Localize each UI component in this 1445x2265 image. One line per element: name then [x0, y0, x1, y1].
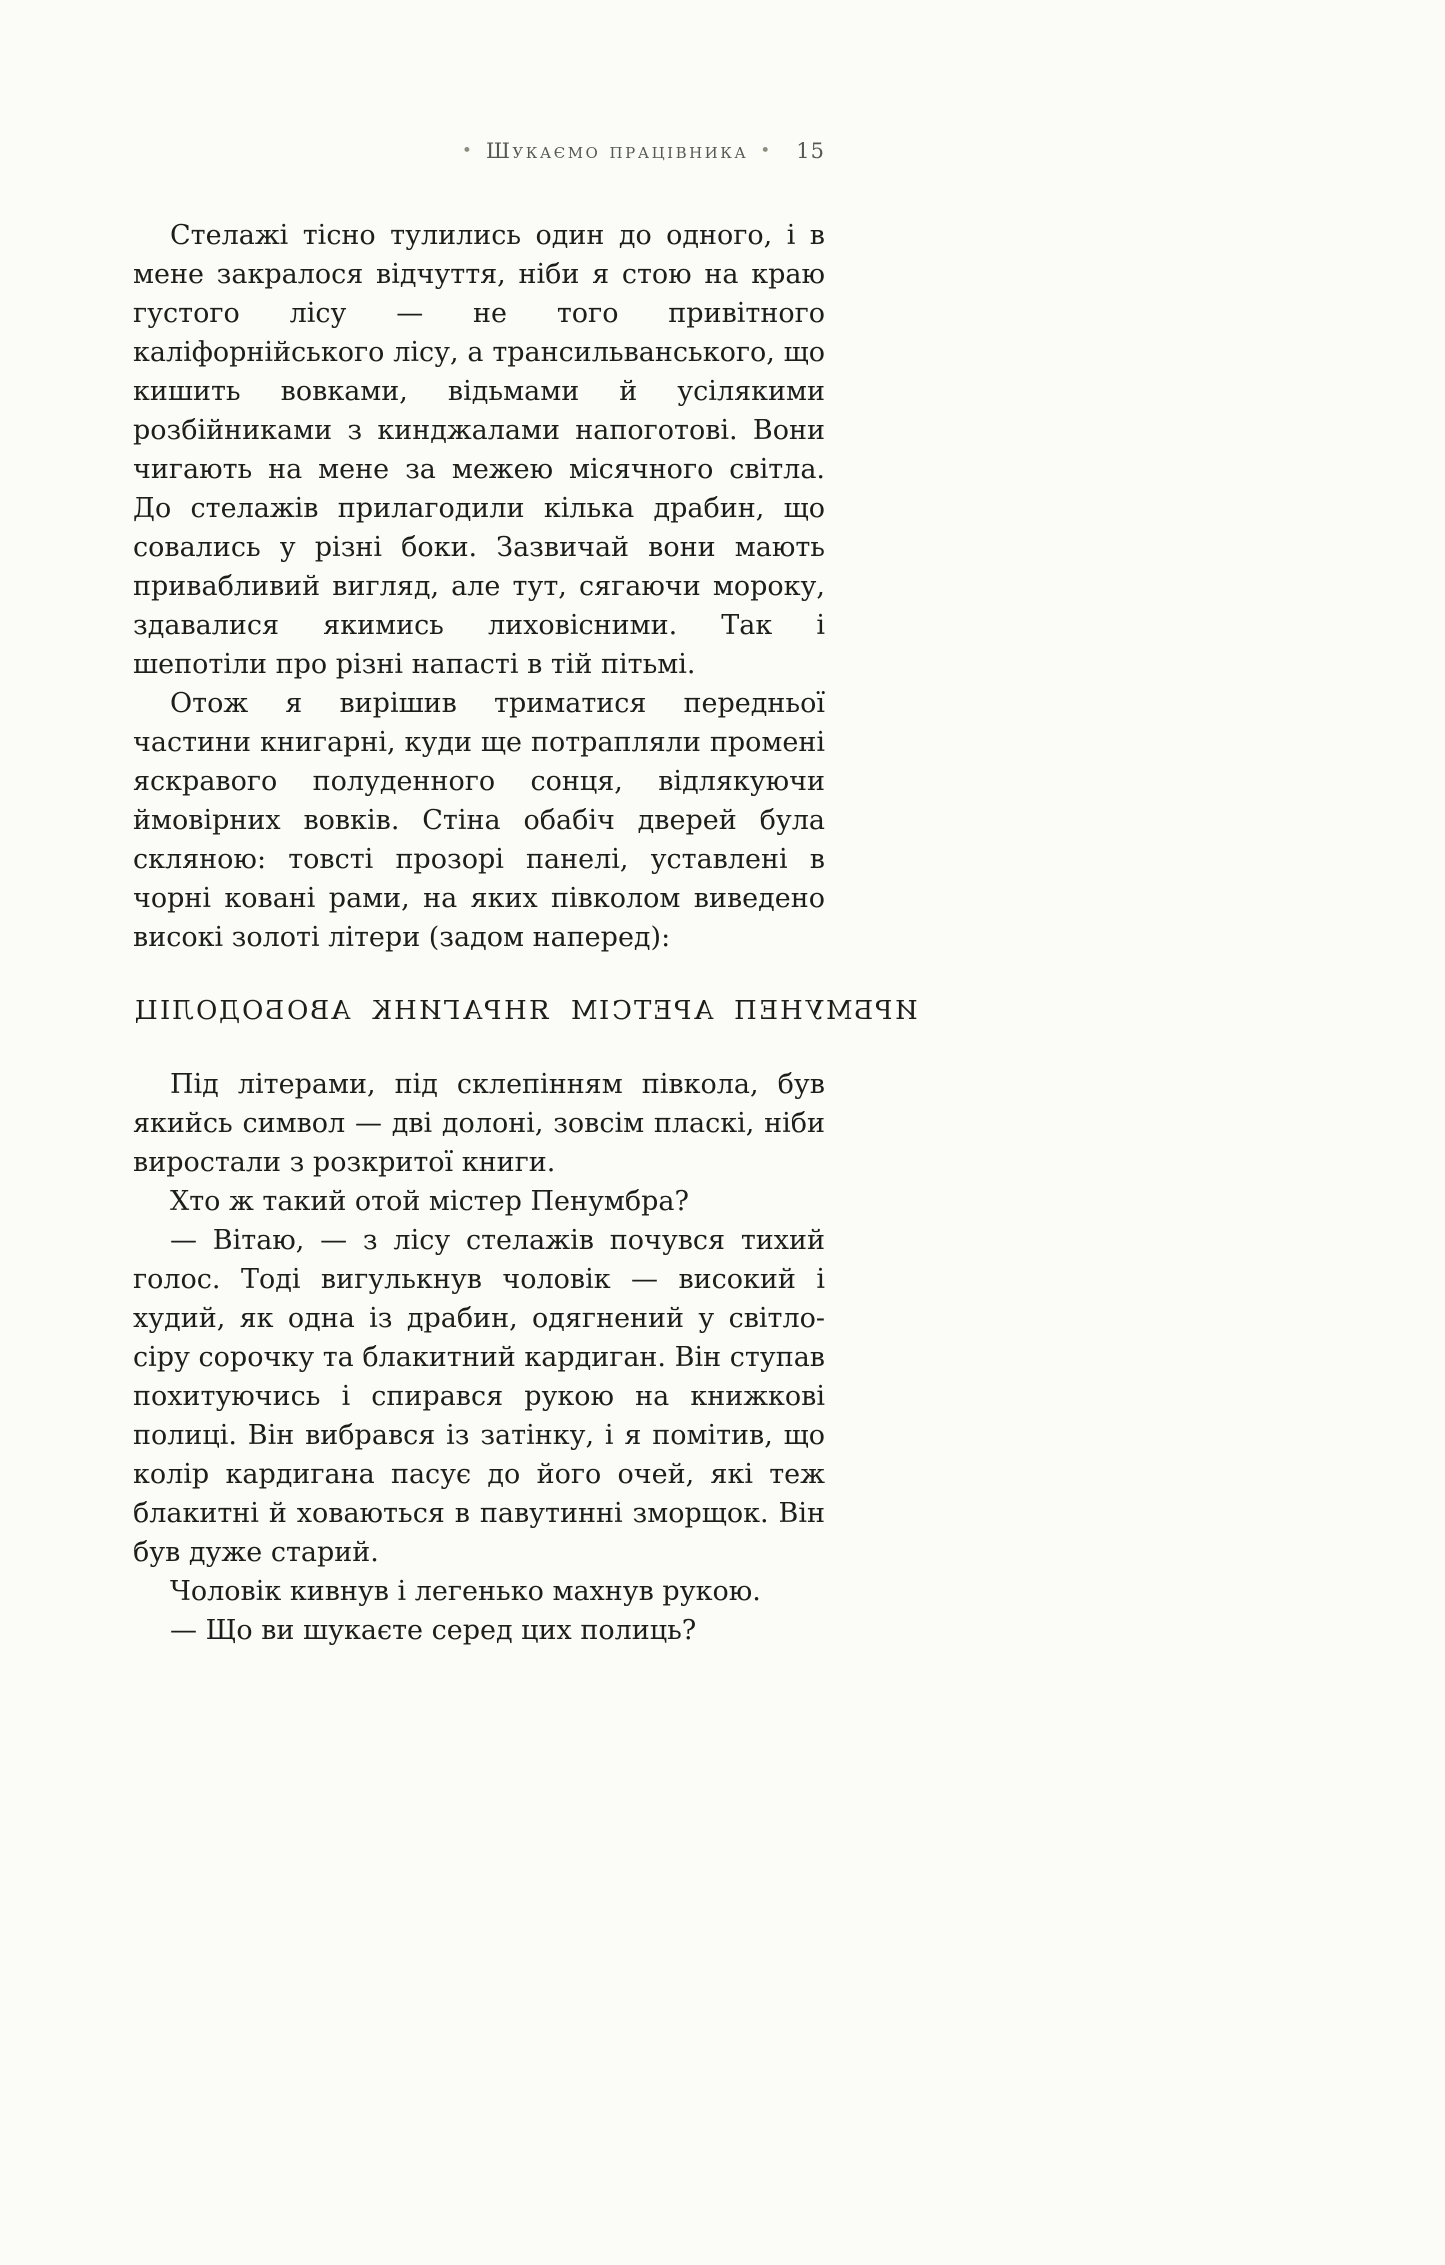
mirrored-sign-text: ЦІЛОДОБОВА КНИГАРНЯ МІСТЕРА ПЕНУМБРИ: [133, 996, 918, 1026]
text-block: [133, 216, 918, 1650]
paragraph: — Що ви шукаєте серед цих полиць?: [170, 1615, 697, 1646]
paragraph: Отож я вирішив триматися передньої частини книгарні, куди ще потрапляли промені яскравого полуденного сонця, відлякуючи ймовірних вовків. Стіна обабіч дверей була скляною: товсті прозорі панелі, уставлені в чорні ковані рами, на яких півколом виведено високі золоті літери (задом наперед):: [133, 688, 825, 953]
storefront-sign-line: [133, 991, 918, 1031]
paragraph: Під літерами, під склепінням півкола, був якийсь символ — дві долоні, зовсім пласкі, ніби виростали з розкритої книги.: [133, 1069, 825, 1178]
page-number: 15: [796, 139, 825, 163]
paragraph: Хто ж такий отой містер Пенумбра?: [170, 1186, 689, 1217]
running-head: [133, 138, 825, 164]
paragraph: — Вітаю, — з лісу стелажів почувся тихий голос. Тоді вигулькнув чоловік — високий і худий, як одна із драбин, одягнений у світло-сіру сорочку та блакитний кардиган. Він ступав похитуючись і спирався рукою на книжкові полиці. Він вибрався із затінку, і я помітив, що колір кардигана пасує до його очей, які теж блакитні й ховаються в павутинні зморщок. Він був дуже старий.: [133, 1225, 825, 1568]
running-head-title: Шукаємо працівника: [485, 139, 749, 163]
paragraph: Стелажі тісно тулились один до одного, і в мене закралося відчуття, ніби я стою на краю густого лісу — не того привітного каліфорнійського лісу, а трансильванського, що кишить вовками, відьмами й усілякими розбійниками з кинджалами напоготові. Вони чигають на мене за межею місячного світла. До стелажів прилагодили кілька драбин, що совались у різні боки. Зазвичай вони мають привабливий вигляд, але тут, сягаючи мороку, здавалися якимись лиховісними. Так і шепотіли про різні напасті в тій пітьмі.: [133, 220, 825, 680]
paragraph: Чоловік кивнув і легенько махнув рукою.: [170, 1576, 761, 1607]
bullet-icon: •: [760, 141, 773, 161]
bullet-icon: •: [461, 141, 474, 161]
